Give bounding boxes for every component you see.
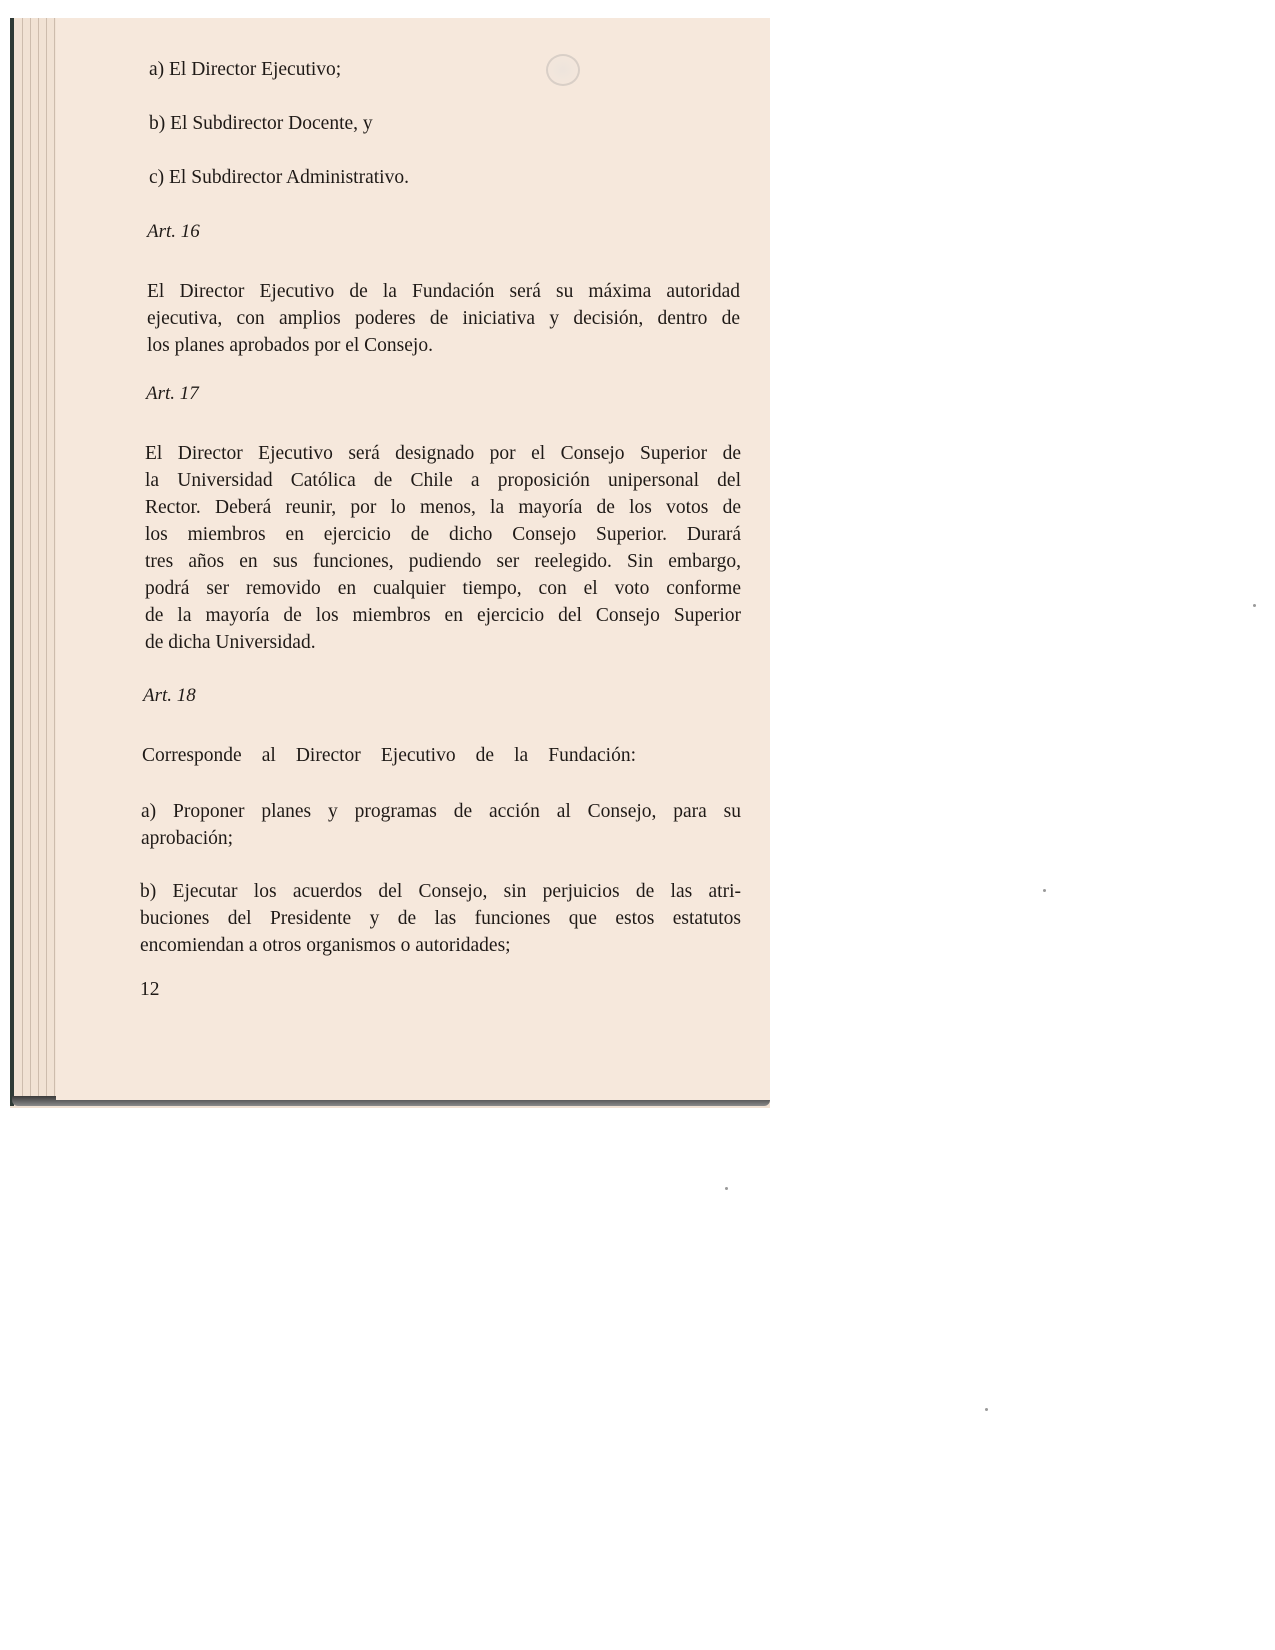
- scan-speck: [725, 1187, 728, 1190]
- page-edge-line: [30, 18, 31, 1106]
- scan-speck: [1043, 889, 1046, 892]
- paragraph-line: b) Ejecutar los acuerdos del Consejo, sin perjuicios de las atri-: [140, 881, 741, 902]
- paragraph-line: los miembros en ejercicio de dicho Consejo Superior. Durará: [145, 524, 741, 545]
- paragraph-line: buciones del Presidente y de las funciones que estos estatutos: [140, 908, 741, 929]
- paragraph-line: aprobación;: [141, 828, 234, 849]
- page-number: 12: [140, 979, 160, 1000]
- article-heading: Art. 18: [143, 685, 196, 706]
- list-item: c) El Subdirector Administrativo.: [149, 167, 409, 188]
- paragraph-line: a) Proponer planes y programas de acción al Consejo, para su: [141, 801, 741, 822]
- paragraph-line: ejecutiva, con amplios poderes de iniciativa y decisión, dentro de: [147, 308, 740, 329]
- paragraph-line: Rector. Deberá reunir, por lo menos, la mayoría de los votos de: [145, 497, 741, 518]
- stamp-mark-icon: [546, 54, 580, 86]
- paragraph-line: tres años en sus funciones, pudiendo ser reelegido. Sin embargo,: [145, 551, 741, 572]
- paragraph-line: El Director Ejecutivo será designado por el Consejo Superior de: [145, 443, 741, 464]
- page-edge-line: [38, 18, 39, 1106]
- paragraph-line: la Universidad Católica de Chile a proposición unipersonal del: [145, 470, 741, 491]
- paragraph-line: encomiendan a otros organismos o autoridades;: [140, 935, 511, 956]
- article-heading: Art. 16: [147, 221, 200, 242]
- paragraph-line: de la mayoría de los miembros en ejercicio del Consejo Superior: [145, 605, 741, 626]
- scan-speck: [985, 1408, 988, 1411]
- scan-speck: [1253, 604, 1256, 607]
- list-item: b) El Subdirector Docente, y: [149, 113, 373, 134]
- paragraph-line: de dicha Universidad.: [145, 632, 316, 653]
- article-heading: Art. 17: [146, 383, 199, 404]
- paragraph-line: los planes aprobados por el Consejo.: [147, 335, 433, 356]
- list-item: a) El Director Ejecutivo;: [149, 59, 342, 80]
- paragraph-line: Corresponde al Director Ejecutivo de la Fundación:: [142, 745, 636, 766]
- paragraph-line: podrá ser removido en cualquier tiempo, con el voto conforme: [145, 578, 741, 599]
- paragraph-line: El Director Ejecutivo de la Fundación será su máxima autoridad: [147, 281, 740, 302]
- book-spine-edge: [10, 18, 14, 1106]
- page-edge-line: [54, 18, 55, 1106]
- page-edge-line: [46, 18, 47, 1106]
- page-edge-line: [22, 18, 23, 1106]
